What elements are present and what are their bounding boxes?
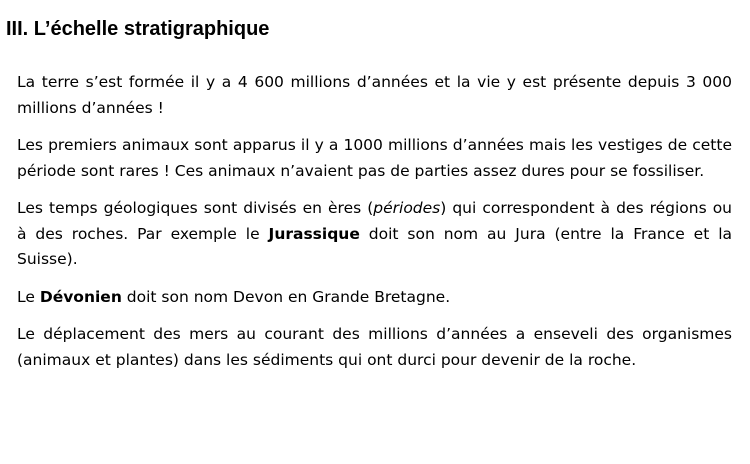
- text-segment: Les temps géologiques sont divisés en ères (: [17, 199, 374, 217]
- term-jurassique: Jurassique: [268, 224, 360, 243]
- document-body: [17, 70, 732, 373]
- paragraph-earth-age: La terre s’est formée il y a 4 600 millions d’années et la vie y est présente depuis 3 000 millions d’années !: [17, 73, 732, 117]
- text-segment: ) qui correspondent à des régions ou à des roches. Par exemple le: [17, 199, 733, 243]
- paragraph-devonien: [17, 285, 732, 311]
- paragraph-first-animals: Les premiers animaux sont apparus il y a 1000 millions d’années mais les vestiges de cette période sont rares ! Ces animaux n’avaient pas de parties assez dures pour se fossiliser.: [17, 136, 732, 180]
- paragraph-seas-sediments: Le déplacement des mers au courant des millions d’années a enseveli des organismes (animaux et plantes) dans les sédiments qui ont durci pour devenir de la roche.: [17, 325, 732, 369]
- term-devonien: Dévonien: [39, 287, 122, 306]
- section-heading: III. L’échelle stratigraphique: [6, 18, 270, 40]
- paragraph-geologic-times: [17, 196, 732, 273]
- text-segment: doit son nom Devon en Grande Bretagne.: [121, 287, 451, 306]
- emphasis-periodes: périodes: [373, 199, 441, 217]
- text-segment: doit son nom au Jura (entre la France et la Suisse).: [17, 224, 732, 268]
- text-segment: Le: [17, 287, 40, 306]
